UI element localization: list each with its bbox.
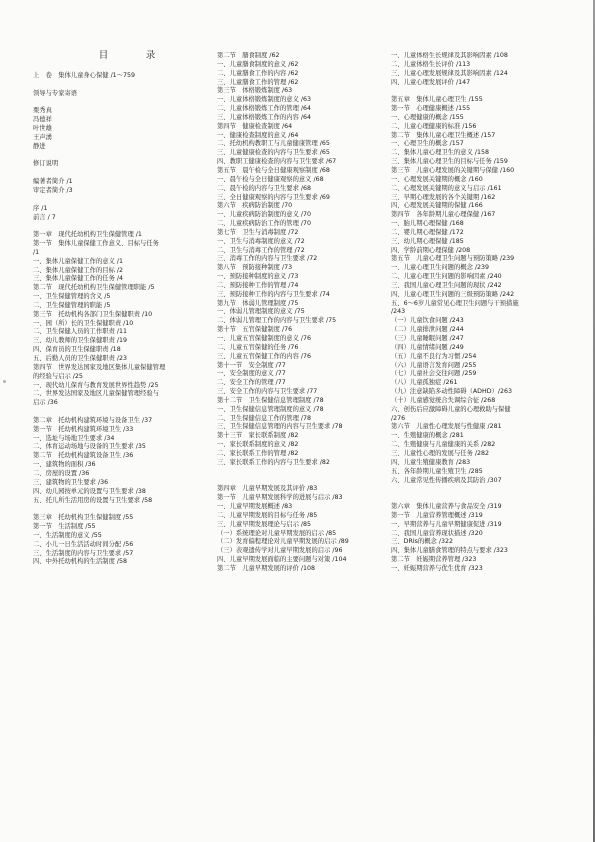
- toc-entry: 一、选址与场地卫生要求 /34: [33, 434, 115, 442]
- toc-entry: 审定者简介 /3: [33, 186, 73, 194]
- toc-entry: 三、儿童早期发展理论与启示 /85: [217, 520, 311, 528]
- toc-entry: 一、晨午检与全日健康观察的意义 /68: [217, 175, 324, 183]
- toc-entry: 三、建筑物的卫生要求 /36: [33, 478, 109, 486]
- toc-entry: 一、安全制度的意义 /77: [217, 370, 286, 378]
- toc-entry: [33, 81, 205, 90]
- page-title: 目 录: [98, 50, 170, 61]
- toc-entry: /1: [33, 248, 40, 256]
- toc-entry: 六、创伤后应激障碍儿童的心理救助与保健: [391, 405, 511, 413]
- toc-entry: 四、保育员的卫生保健职责 /18: [33, 346, 121, 354]
- toc-entry: /276: [391, 414, 406, 422]
- toc-entry: 静进: [33, 142, 46, 150]
- scan-dust-mark: [3, 380, 6, 383]
- toc-entry: 三、儿童膳食工作的管理 /62: [217, 78, 299, 86]
- toc-entry: 二、卫生保健人员的工作职责 /11: [33, 328, 127, 336]
- toc-entry: 二、世界发达国家及地区儿童保健管理经验与: [33, 390, 159, 398]
- toc-entry: 二、婴儿期心理保健 /172: [391, 228, 464, 236]
- toc-entry: （一）系统理论对儿童早期发展的启示 /85: [217, 529, 337, 537]
- toc-entry: 第六节 疾病防治制度 /70: [217, 202, 293, 210]
- toc-entry: 第十三节 家长联系制度 /82: [217, 432, 299, 440]
- toc-entry: 一、生殖健康的概念 /281: [391, 432, 464, 440]
- toc-column-middle: [217, 52, 387, 574]
- toc-entry: [33, 222, 205, 231]
- toc-entry: 二、儿童体格锻炼工作的管理 /64: [217, 105, 311, 113]
- toc-entry: 上 卷 集体儿童身心保健 /1～759: [33, 72, 136, 79]
- toc-entry: 四、儿童心理发展评价 /147: [391, 78, 471, 86]
- toc-entry: 一、胎儿期心理保健 /168: [391, 220, 464, 228]
- toc-entry: 第一节 生活制度 /55: [33, 523, 96, 531]
- toc-entry: 修订说明: [33, 160, 59, 168]
- toc-entry: （三）儿童睡眠问题 /247: [391, 335, 464, 342]
- toc-entry: 二、安全工作的管理 /77: [217, 379, 286, 387]
- toc-entry: 三、全日健康观察的内容与卫生要求 /69: [217, 193, 330, 201]
- toc-entry: 五、后勤人员的卫生保健职责 /23: [33, 355, 127, 362]
- toc-entry: 二、预防接种工作的管理 /74: [217, 281, 299, 289]
- toc-entry: 四、儿童心理卫生问题的三级预防策略 /242: [391, 290, 515, 298]
- toc-entry: 一、卫生与消毒制度的意义 /72: [217, 237, 305, 245]
- toc-entry: [33, 505, 205, 514]
- toc-entry: 编著者简介 /1: [33, 178, 73, 186]
- toc-entry: 第三节 儿童心理发展的关键期与保健 /160: [391, 166, 515, 174]
- toc-entry: 三、DRIs的概念 /322: [391, 538, 453, 546]
- toc-entry: 第三节 体格锻炼制度 /63: [217, 87, 293, 95]
- toc-entry: 二、儿童心理健康的标准 /156: [391, 122, 477, 130]
- toc-entry: 一、现代幼儿保育与教育发展世界性趋势 /25: [33, 381, 159, 389]
- toc-entry: 第一节 集体儿童保健工作意义、目标与任务: [33, 240, 159, 248]
- toc-entry: 第一节 儿童营养管理概述 /319: [391, 511, 483, 519]
- toc-entry: 第五章 集体儿童心理卫生 /155: [391, 96, 483, 104]
- toc-entry: 第五节 晨午检与全日健康观察制度 /68: [217, 166, 330, 174]
- toc-entry: 第七节 卫生与消毒制度 /72: [217, 228, 299, 236]
- toc-entry: 二、卫生与消毒工作的管理 /72: [217, 246, 305, 254]
- toc-entry: 一、妊娠期营养与优生优育 /323: [391, 564, 483, 572]
- toc-entry: 王声湧: [33, 133, 52, 141]
- toc-entry: 四、儿童早期发展面临的主要问题与对策 /104: [217, 556, 347, 564]
- toc-entry: 第二节 膳食制度 /62: [217, 52, 280, 59]
- toc-entry: 四、幼儿园按单元的设置与卫生要求 /38: [33, 487, 146, 495]
- toc-entry: [391, 494, 569, 503]
- toc-entry: 三、儿童健康检查的内容与卫生要求 /65: [217, 149, 330, 157]
- toc-entry: 五、各年龄期儿童生殖卫生 /285: [391, 467, 483, 475]
- toc-entry: 二、卫生保健信息工作的管理 /78: [217, 414, 311, 422]
- toc-entry: 二、晨午检的内容与卫生要求 /68: [217, 184, 311, 192]
- toc-entry: 二、儿童心理卫生问题的影响因素 /240: [391, 273, 502, 281]
- toc-entry: （六）儿童语言发育问题 /255: [391, 361, 477, 369]
- toc-column-left: [33, 50, 205, 567]
- toc-entry: 一、家长联系制度的意义 /82: [217, 441, 299, 449]
- toc-column-right: [391, 52, 569, 574]
- toc-entry: 一、预防接种制度的意义 /73: [217, 273, 299, 281]
- toc-entry: 二、集体儿童保健工作的目标 /2: [33, 266, 123, 274]
- toc-entry: 二、体弱儿管理工作的内容与卫生要求 /75: [217, 317, 337, 325]
- toc-entry: 一、早期营养与儿童早期健康促进 /319: [391, 520, 502, 528]
- toc-entry: [217, 468, 387, 477]
- toc-entry: 第四节 健康检查制度 /64: [217, 122, 293, 130]
- toc-entry: 三、集体儿童心理卫生的目标与任务 /159: [391, 158, 508, 166]
- toc-entry: 栗秀真: [33, 107, 52, 115]
- toc-entry: （一）儿童饮食问题 /243: [391, 317, 464, 325]
- toc-entry: [33, 408, 205, 417]
- toc-entry: 二、儿童早期发展的目标与任务 /85: [217, 511, 318, 519]
- toc-entry: 三、幼儿期心理保健 /185: [391, 237, 464, 245]
- toc-entry: 四、集体儿童膳食管理的特点与要求 /323: [391, 547, 508, 555]
- toc-entry: [391, 87, 569, 96]
- toc-entry: 三、安全工作的内容与卫生要求 /77: [217, 388, 318, 396]
- toc-entry: （二）儿童排泄问题 /244: [391, 326, 464, 334]
- toc-entry: 的经验与启示 /25: [33, 372, 83, 380]
- toc-entry: 第二节 托幼机构建筑设备卫生 /36: [33, 452, 134, 460]
- toc-entry: [33, 196, 205, 205]
- toc-entry: 三、儿童心理发展规律及其影响因素 /124: [391, 69, 508, 77]
- toc-entry: 三、儿童性心理的发展与任务 /282: [391, 449, 490, 457]
- toc-entry: 第一章 现代托幼机构卫生保健管理 /1: [33, 231, 142, 239]
- toc-entry: 第一节 托幼机构建筑环境卫生 /33: [33, 425, 134, 433]
- toc-entry: 第十节 五官保健制度 /76: [217, 326, 293, 334]
- toc-entry: 第四章 儿童早期发展及其评价 /83: [217, 485, 318, 493]
- toc-entry: 二、卫生保健管理的职能 /5: [33, 301, 111, 309]
- toc-entry: （十）儿童感觉统合失调综合征 /268: [391, 396, 496, 404]
- toc-entry: 第四节 各年龄期儿童心理保健 /167: [391, 211, 496, 219]
- toc-entry: 一、儿童心理卫生问题的概念 /239: [391, 264, 490, 272]
- toc-entry: 三、早期心理发展的各个关键期 /162: [391, 193, 496, 201]
- toc-entry: 一、心理卫生的概念 /157: [391, 140, 464, 148]
- toc-entry: 四、儿童生殖健康教育 /283: [391, 458, 471, 466]
- toc-entry: 三、儿童五官保健工作的内容 /76: [217, 352, 311, 360]
- toc-entry: 第十二节 卫生保健信息管理制度 /78: [217, 396, 324, 404]
- toc-entry: 序 /1: [33, 204, 48, 212]
- toc-entry: 第八节 预防接种制度 /73: [217, 264, 293, 272]
- toc-entry: 二、儿童膳食工作的内容 /62: [217, 69, 299, 77]
- toc-entry: 三、我国儿童心理卫生问题的现状 /242: [391, 281, 502, 289]
- toc-entry: 第十一节 安全制度 /77: [217, 361, 286, 369]
- toc-entry: 一、卫生保健信息管理制度的意义 /78: [217, 405, 324, 413]
- toc-entry: 第二节 儿童早期发展的评价 /108: [217, 564, 316, 572]
- toc-entry: 一、儿童早期发展概述 /83: [217, 503, 293, 511]
- toc-entry: 二、体育运动场地与设备的卫生要求 /35: [33, 443, 146, 451]
- toc-entry: 一、儿童膳食制度的意义 /62: [217, 60, 299, 68]
- toc-entry: 一、儿童体格锻炼制度的意义 /63: [217, 96, 311, 104]
- toc-entry: 第三节 托幼机构各部门卫生保健职责 /10: [33, 310, 153, 318]
- toc-entry: 第二节 妊娠期营养管理 /323: [391, 556, 477, 564]
- toc-entry: 三、儿童体格锻炼工作的内容 /64: [217, 113, 311, 121]
- toc-entry: /243: [391, 308, 406, 316]
- toc-entry: 二、儿童五官保健的任务 /76: [217, 343, 299, 351]
- toc-entry: 一、园（所）长的卫生保健职责 /10: [33, 319, 134, 327]
- toc-entry: 第一节 儿童早期发展科学的进展与启示 /83: [217, 494, 343, 502]
- toc-entry: 六、儿童常见性传播疾病及其防治 /307: [391, 476, 502, 484]
- toc-entry: （七）儿童社会交往问题 /259: [391, 370, 477, 378]
- toc-entry: [391, 485, 569, 494]
- toc-entry: （九）注意缺陷多动性障碍（ADHD）/263: [391, 388, 513, 396]
- toc-entry: 三、集体儿童保健工作的任务 /4: [33, 275, 123, 283]
- toc-entry: 二、小儿一日生活活动时间分配 /56: [33, 540, 134, 548]
- toc-entry: 一、儿童体格生长规律及其影响因素 /108: [391, 52, 508, 59]
- toc-entry: 领导与专家寄语: [33, 89, 78, 97]
- toc-entry: 叶世雄: [33, 125, 52, 133]
- toc-entry: 二、生殖健康与儿童健康的关系 /282: [391, 441, 496, 449]
- toc-entry: 四、心理发展关键期的保健 /166: [391, 202, 483, 210]
- toc-entry: 二、家长联系工作的管理 /82: [217, 449, 299, 457]
- toc-entry: （四）儿童情绪问题 /249: [391, 343, 464, 351]
- toc-entry: 第一节 心理健康概述 /155: [391, 105, 471, 113]
- toc-entry: 三、卫生保健信息管理的内容与卫生要求 /78: [217, 423, 343, 431]
- toc-entry: 第五节 儿童心理卫生问题与预防策略 /239: [391, 255, 515, 263]
- toc-entry: 五、托儿所生活用房的设置与卫生要求 /58: [33, 496, 153, 504]
- toc-entry: [33, 152, 205, 161]
- toc-entry: 第三章 托幼机构卫生保健制度 /55: [33, 514, 134, 522]
- toc-entry: [33, 169, 205, 178]
- toc-entry: （三）表观遗传学对儿童早期发展的启示 /96: [217, 547, 343, 555]
- toc-entry: 三、家长联系工作的内容与卫生要求 /82: [217, 458, 330, 466]
- toc-entry: 四、学龄前期心理保健 /208: [391, 246, 471, 254]
- toc-entry: 一、卫生保健管理的含义 /5: [33, 293, 111, 301]
- toc-entry: [33, 99, 205, 108]
- toc-entry: 二、心理发展关键期的意义与启示 /161: [391, 184, 502, 192]
- toc-entry: 四、教职工健康检查的内容与卫生要求 /67: [217, 158, 337, 166]
- toc-entry: 二、儿童体格生长评价 /113: [391, 60, 471, 68]
- toc-entry: （二）发育偏程理论对儿童早期发展的启示 /89: [217, 538, 349, 546]
- toc-entry: 二、儿童疾病防治工作的管理 /70: [217, 220, 311, 228]
- toc-entry: 第二节 现代托幼机构卫生保健管理职能 /5: [33, 284, 155, 292]
- toc-entry: 一、集体儿童保健工作的意义 /1: [33, 257, 123, 265]
- toc-entry: 一、生活制度的意义 /55: [33, 531, 102, 539]
- toc-entry: 第二章 托幼机构建筑环境与设备卫生 /37: [33, 416, 153, 424]
- toc-entry: 一、健康检查制度的意义 /64: [217, 131, 299, 139]
- toc-entry: 一、心理健康的概念 /155: [391, 113, 464, 121]
- toc-entry: 冯德祥: [33, 116, 52, 124]
- toc-entry: 第六章 集体儿童营养与食品安全 /319: [391, 503, 502, 511]
- toc-entry: 二、托幼机构教职工与儿童健康管理 /65: [217, 140, 330, 148]
- toc-entry: 第六节 儿童性心理发展与性健康 /281: [391, 423, 502, 431]
- toc-entry: 三、生活制度的内容与卫生要求 /57: [33, 549, 134, 557]
- toc-entry: 二、我国儿童营养现状描述 /320: [391, 529, 483, 537]
- toc-entry: 第九节 体弱儿管理制度 /75: [217, 299, 299, 307]
- toc-entry: 一、儿童五官保健制度的意义 /76: [217, 335, 311, 342]
- toc-entry: 三、消毒工作的内容与卫生要求 /72: [217, 255, 318, 263]
- toc-entry: 三、预防接种工作的内容与卫生要求 /74: [217, 290, 330, 298]
- toc-entry: 一、心理发展关键期的概念 /160: [391, 175, 483, 183]
- toc-entry: 三、幼儿教师的卫生保健职责 /19: [33, 337, 127, 345]
- toc-entry: 启示 /36: [33, 399, 58, 407]
- toc-entry: 五、6～6岁儿童常见心理卫生问题与干预措施: [391, 299, 519, 307]
- toc-entry: 一、体弱儿管理制度的意义 /75: [217, 308, 305, 316]
- toc-entry: 前言 / 7: [33, 213, 56, 221]
- toc-entry: 第二节 集体儿童心理卫生概述 /157: [391, 131, 496, 139]
- toc-entry: 一、儿童疾病防治制度的意义 /70: [217, 211, 311, 219]
- toc-entry: 一、建筑物的面积 /36: [33, 461, 96, 469]
- toc-entry: 二、集体儿童心理卫生的意义 /158: [391, 149, 490, 157]
- toc-entry: （五）儿童不良行为习惯 /254: [391, 352, 477, 360]
- toc-entry: 二、房屋的设置 /36: [33, 469, 90, 477]
- toc-entry: 第四节 世界发达国家及地区集体儿童保健管理: [33, 363, 166, 371]
- toc-entry: 四、中外托幼机构的生活制度 /58: [33, 558, 127, 566]
- toc-entry: （八）儿童孤独症 /261: [391, 379, 458, 387]
